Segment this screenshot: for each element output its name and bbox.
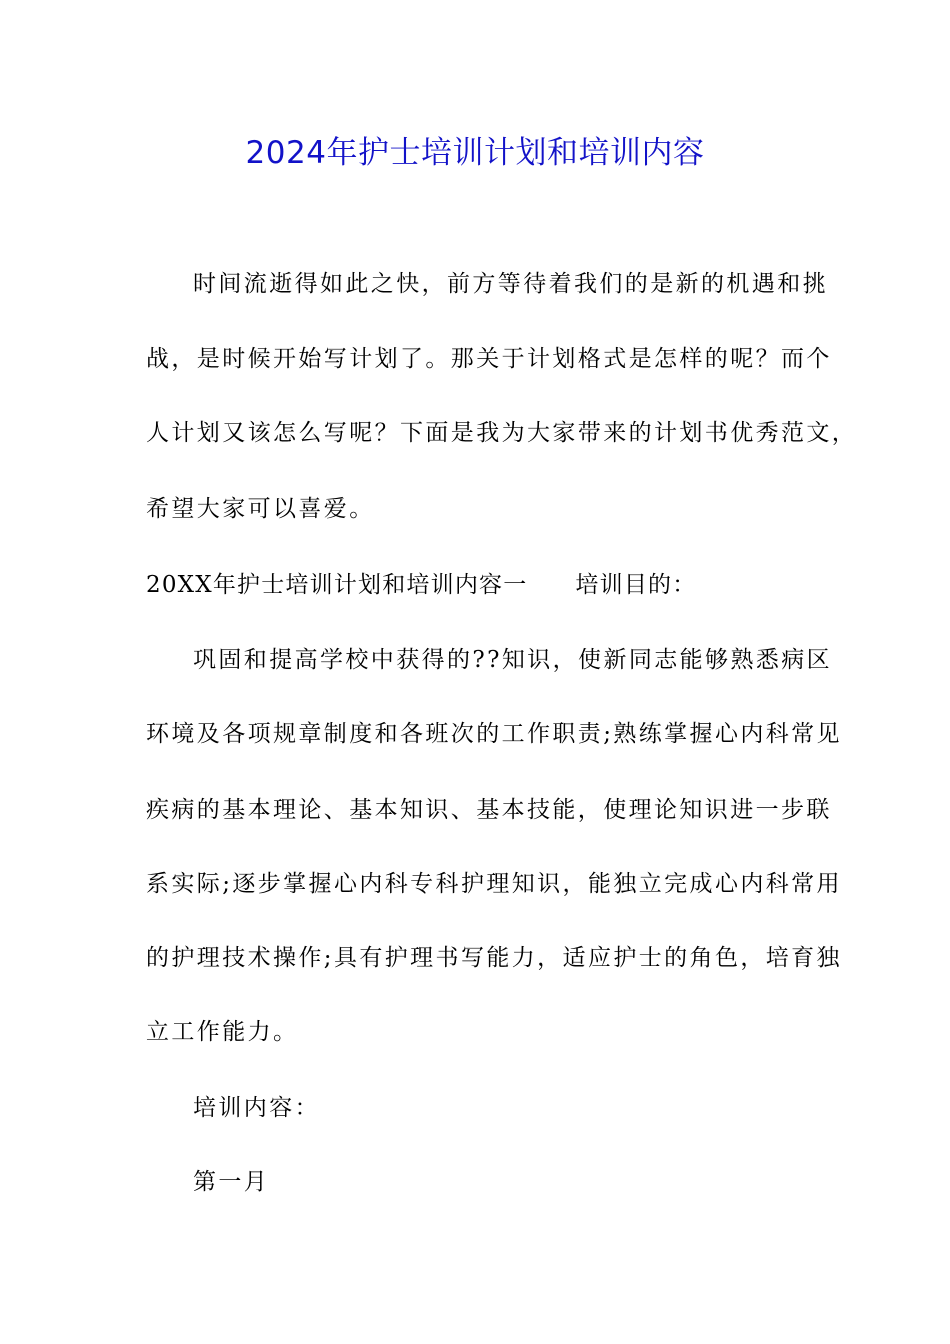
month-heading: 第一月 <box>193 1169 270 1195</box>
purpose-line-2: 环境及各项规章制度和各班次的工作职责;熟练掌握心内科常见 <box>146 721 842 747</box>
intro-line-4: 希望大家可以喜爱。 <box>146 496 375 522</box>
purpose-line-1: 巩固和提高学校中获得的??知识，使新同志能够熟悉病区 <box>193 647 833 673</box>
purpose-line-6: 立工作能力。 <box>146 1019 299 1045</box>
intro-line-1: 时间流逝得如此之快，前方等待着我们的是新的机遇和挑 <box>193 271 828 297</box>
intro-line-3: 人计划又该怎么写呢？下面是我为大家带来的计划书优秀范文， <box>146 420 858 446</box>
purpose-line-4: 系实际;逐步掌握心内科专科护理知识，能独立完成心内科常用 <box>146 871 842 897</box>
document-title: 2024年护士培训计划和培训内容 <box>245 135 705 171</box>
section-heading-line <box>146 570 696 600</box>
section-heading: 20XX年护士培训计划和培训内容一 <box>146 572 528 598</box>
content-heading: 培训内容： <box>193 1095 320 1121</box>
purpose-line-3: 疾病的基本理论、基本知识、基本技能，使理论知识进一步联 <box>146 797 832 823</box>
intro-line-2: 战，是时候开始写计划了。那关于计划格式是怎样的呢？而个 <box>146 346 832 372</box>
section-subheading: 培训目的： <box>575 572 697 598</box>
purpose-line-5: 的护理技术操作;具有护理书写能力，适应护士的角色，培育独 <box>146 945 842 971</box>
